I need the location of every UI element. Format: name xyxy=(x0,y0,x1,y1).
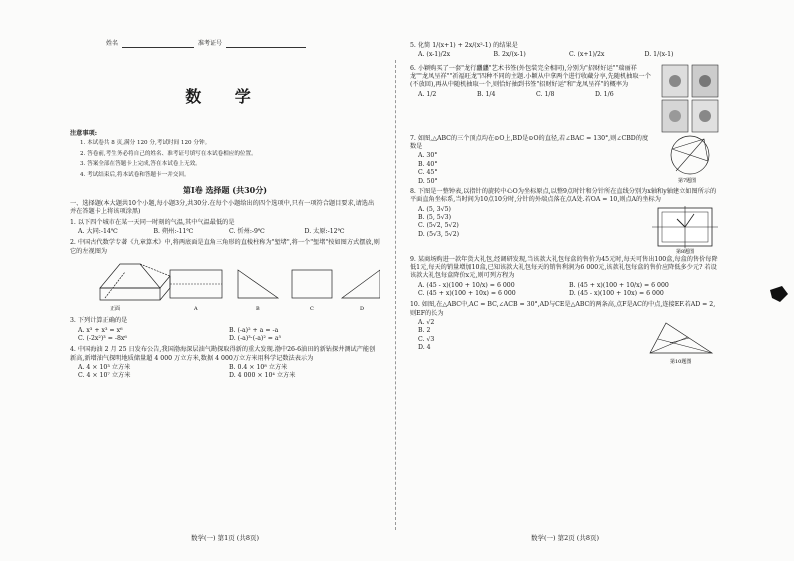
option-c-shape xyxy=(292,270,332,298)
fig-label-c: C xyxy=(310,306,314,313)
q7-options xyxy=(410,152,654,185)
fig-label-front: 正面 xyxy=(110,306,121,313)
notes-heading: 注意事项: xyxy=(70,129,98,137)
q2-figures xyxy=(70,258,380,314)
q10-options xyxy=(410,319,634,365)
q10-option-d: D. 4 xyxy=(418,344,431,352)
option-b-shape xyxy=(238,270,278,298)
q5-options xyxy=(410,51,720,59)
q7-figure xyxy=(660,133,720,185)
note-item: 1. 本试卷共 8 页,满分 120 分,考试时间 120 分钟。 xyxy=(80,140,211,147)
left-footer: 数学(一) 第1页 (共8页) xyxy=(190,534,260,543)
section-instruction: 一、选择题(本大题共10个小题,每小题3分,共30分.在每个小题给出的四个选项中,只有一项符合题目要求,请选出并在答题卡上将该项涂黑) xyxy=(70,200,375,216)
q2-figure-svg xyxy=(70,258,380,314)
q7-option-c: C. 45° xyxy=(418,169,438,177)
q6-option-c: C. 1/8 xyxy=(536,90,555,98)
q8-clock-figure xyxy=(650,206,720,254)
note-item: 3. 答案全部在答题卡上完成,答在本试卷上无效。 xyxy=(80,161,201,168)
q4-options xyxy=(70,364,380,381)
q9-option-b: B. (45 + x)(100 + 10/x) = 6 000 xyxy=(569,281,669,289)
q6-block xyxy=(410,63,720,133)
q6-options xyxy=(410,91,654,99)
q8-option-a: A. (5, 3√5) xyxy=(418,205,451,213)
fig-label-d: D xyxy=(360,306,365,313)
subject-title: 数 学 xyxy=(185,87,265,107)
q1-option-d: D. 太原:-12℃ xyxy=(304,228,345,236)
q1-option-c: C. 忻州:-9℃ xyxy=(229,228,265,236)
left-page xyxy=(70,40,380,549)
question-4: 4. 中国海油 2 月 25 日发布公告,我国渤海深层油气勘探取得新的重大发现.渤中26-6油田的新钻探井测试产能创新高,新增油气探明地质储量超 4 000 万立方米,数据 4 000万立方米用科学记数法表示为 xyxy=(70,346,376,362)
q3-option-d: D. (-a)³·(-a)² = a⁵ xyxy=(229,334,282,342)
id-blank xyxy=(226,40,306,48)
q8-option-b: B. (5, 5√3) xyxy=(418,213,451,221)
question-9: 9. 某商场购进一款年货大礼包,经调研发现,当该款大礼包每盒的售价为45元时,每天可售出100盒,每盒的售价每降低1元,每天的销量增加10盒,已知该款大礼包每天的销售利润为6 000元,该款礼包每盒的售价应降低多少元? 若设该款大礼包每盒降价x元,则可列方程为 xyxy=(410,255,718,280)
q10-block xyxy=(410,319,720,365)
fig-label-a: A xyxy=(194,306,198,313)
q7-option-a: A. 30° xyxy=(418,152,438,160)
q4-option-d: D. 4 000 × 10⁴ 立方米 xyxy=(229,372,296,380)
q7-figure-label: 第7题图 xyxy=(678,177,697,184)
option-d-shape xyxy=(342,270,380,298)
right-footer: 数学(一) 第2页 (共8页) xyxy=(530,534,600,543)
bookmark-images xyxy=(660,63,720,133)
q10-figure-label: 第10题图 xyxy=(670,359,692,366)
name-blank xyxy=(122,40,194,48)
q8-options xyxy=(410,206,644,254)
q5-option-d: D. 1/(x-1) xyxy=(644,51,674,59)
question-10: 10. 如图,在△ABC中,AC = BC,∠ACB = 30°,AD与CE是△ABC的两条高,点F是AC的中点,连接EF.若AD = 2,则EF的长为 xyxy=(410,301,716,317)
q1-option-a: A. 大同:-14℃ xyxy=(78,228,118,236)
q5-option-c: C. (x+1)/2x xyxy=(569,51,605,59)
q8-figure-label: 第8题图 xyxy=(676,248,695,254)
question-5: 5. 化简 1/(x+1) + 2x/(x²-1) 的结果是 xyxy=(410,42,518,49)
question-2: 2. 中国古代数学专著《九章算术》中,将两底面是直角三角形的直棱柱称为"堑堵",将一个"堑堵"按如图方式摆放,则它的左视图为 xyxy=(70,239,380,255)
question-8: 8. 下图是一整钟表,以指针的旋转中心O为坐标原点,以整9点时针和分针所在直线分别为x轴和y轴建立如图所示的平面直角坐标系,当时间为10点10分时,分针的外端点落在点A处.若OA = 10,则点A的坐标为 xyxy=(410,187,717,204)
name-label: 姓名 xyxy=(106,40,119,47)
q3-option-b: B. (-a)² + a = -a xyxy=(229,326,279,334)
q7-block xyxy=(410,133,720,186)
header-line xyxy=(106,40,380,48)
question-6: 6. 小颖购买了一套"龙行龘龘"艺术书签(外包装完全相同),分别为"招财好运""瑞丽祥龙""龙凤呈祥""祈福旺龙"四种不同的主题.小颖从中拿两个进行收藏分享,先随机抽取一个(不放回),再从中随机抽取一个,则恰好抽到书签"招财好运"和"龙凤呈祥"的概率为 xyxy=(410,64,651,89)
q7-option-b: B. 40° xyxy=(418,160,438,168)
q6-option-a: A. 1/2 xyxy=(418,90,437,98)
q1-option-b: B. 朔州:-11℃ xyxy=(153,228,194,236)
q7-option-d: D. 50° xyxy=(418,177,438,185)
q9-options xyxy=(410,282,720,299)
q8-option-c: C. (5√2, 5√2) xyxy=(418,222,459,230)
q4-option-a: A. 4 × 10³ 立方米 xyxy=(78,363,131,371)
note-item: 2. 答卷前,考生务必将自己的姓名、准考证号填写在本试卷相应的位置。 xyxy=(80,150,257,157)
q8-block xyxy=(410,206,720,254)
question-3: 3. 下列计算正确的是 xyxy=(70,317,128,325)
q3-option-c: C. (-2x²)³ = -8x⁶ xyxy=(78,334,127,342)
id-label: 准考证号 xyxy=(198,40,223,47)
question-1: 1. 以下四个城市在某一天同一时刻的气温,其中气温最低的是 xyxy=(70,218,235,226)
q4-option-b: B. 0.4 × 10⁸ 立方米 xyxy=(229,363,288,371)
section-title: 第Ⅰ卷 选择题 (共30分) xyxy=(182,185,267,196)
prism-figure xyxy=(100,264,170,300)
q9-option-a: A. (45 - x)(100 + 10/x) = 6 000 xyxy=(418,281,515,289)
q9-option-d: D. (45 - x)(100 + 10x) = 6 000 xyxy=(569,290,664,298)
q6-option-b: B. 1/4 xyxy=(477,90,496,98)
q5-option-b: B. 2x/(x-1) xyxy=(493,51,526,59)
q10-option-c: C. √3 xyxy=(418,335,435,343)
fig-label-b: B xyxy=(256,306,260,313)
question-7: 7. 如图,△ABC的三个顶点均在⊙O上,BD是⊙O的直径,若∠BAC = 130°,则∠CBD的度数是 xyxy=(410,134,649,151)
q8-option-d: D. (5√3, 5√2) xyxy=(418,230,460,238)
q10-option-b: B. 2 xyxy=(418,327,431,335)
q5-option-a: A. (x-1)/2x xyxy=(418,51,451,59)
q6-option-d: D. 1/6 xyxy=(595,90,614,98)
q4-option-c: C. 4 × 10⁷ 立方米 xyxy=(78,372,131,380)
binding-clip-mark xyxy=(768,286,788,302)
q10-option-a: A. √2 xyxy=(418,319,435,327)
q9-option-c: C. (45 + x)(100 + 10x) = 6 000 xyxy=(418,290,516,298)
q10-figure xyxy=(640,319,720,365)
q3-option-a: A. x³ + x³ = x⁶ xyxy=(78,326,123,334)
q1-options xyxy=(70,228,380,236)
page-divider xyxy=(395,60,397,530)
right-page xyxy=(410,40,720,549)
q3-options xyxy=(70,327,380,344)
note-item: 4. 考试结束后,将本试卷和答题卡一并交回。 xyxy=(80,171,190,178)
